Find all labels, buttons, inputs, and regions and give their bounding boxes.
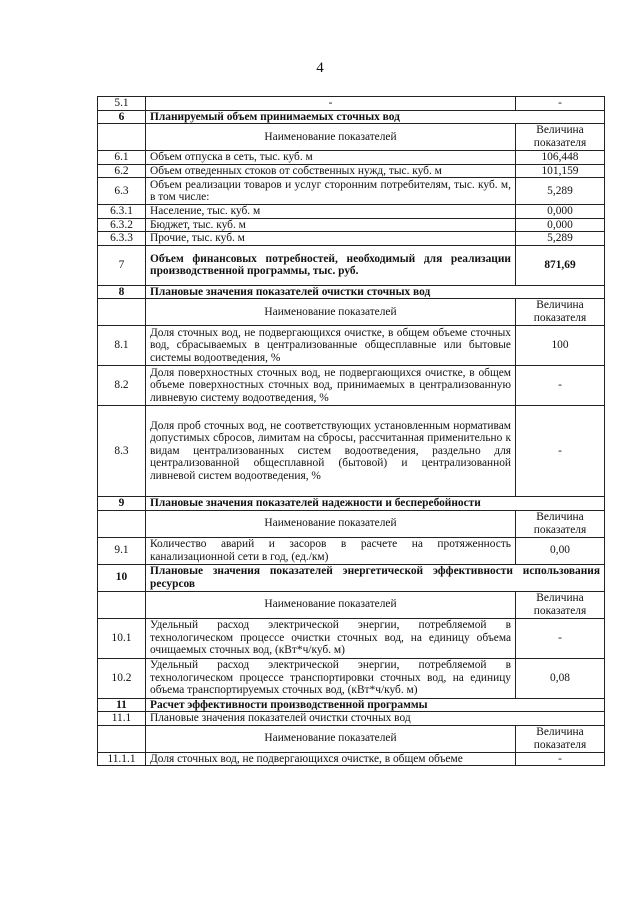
row-text: Удельный расход электрической энергии, потребляемой в технологическом процессе транспортировки сточных вод, на единицу объема транспортируемых сточных вод, (кВт*ч/куб. м) xyxy=(146,658,516,698)
table-row xyxy=(98,178,605,205)
header-value: Величина показателя xyxy=(516,299,605,326)
table-row xyxy=(98,218,605,232)
row-number: 8.1 xyxy=(98,326,146,366)
row-number: 6.3.2 xyxy=(98,218,146,232)
row-value: 101,159 xyxy=(516,164,605,178)
row-number: 5.1 xyxy=(98,97,146,111)
section-row xyxy=(98,564,605,591)
section-number: 10 xyxy=(98,564,146,591)
production-program-table xyxy=(97,96,605,766)
row-number: 8.2 xyxy=(98,366,146,406)
row-value: 0,000 xyxy=(516,218,605,232)
header-row xyxy=(98,591,605,618)
section-number: 9 xyxy=(98,497,146,511)
header-name: Наименование показателей xyxy=(146,725,516,752)
row-text: Доля сточных вод, не подвергающихся очистке, в общем объеме сточных вод, сбрасываемых в централизованные общесплавные или бытовые системы водоотведения, % xyxy=(146,326,516,366)
table-row xyxy=(98,752,605,766)
table-row xyxy=(98,537,605,564)
row-number: 11.1.1 xyxy=(98,752,146,766)
header-value: Величина показателя xyxy=(516,725,605,752)
row-text: Объем финансовых потребностей, необходимый для реализации производственной программы, тыс. руб. xyxy=(146,245,516,285)
row-text: Население, тыс. куб. м xyxy=(146,205,516,219)
table-row xyxy=(98,618,605,658)
row-value: 0,08 xyxy=(516,658,605,698)
header-value: Величина показателя xyxy=(516,591,605,618)
table-row xyxy=(98,205,605,219)
table-row xyxy=(98,151,605,165)
header-row xyxy=(98,725,605,752)
section-row xyxy=(98,698,605,712)
section-title: Плановые значения показателей надежности и бесперебойности xyxy=(146,497,605,511)
page-number: 4 xyxy=(316,60,324,76)
section-row xyxy=(98,285,605,299)
row-number: 8.3 xyxy=(98,406,146,497)
table-row xyxy=(98,366,605,406)
table-row xyxy=(98,245,605,285)
row-value: 0,000 xyxy=(516,205,605,219)
table-row xyxy=(98,326,605,366)
row-number: 7 xyxy=(98,245,146,285)
row-value: 5,289 xyxy=(516,178,605,205)
table-row xyxy=(98,164,605,178)
header-name: Наименование показателей xyxy=(146,299,516,326)
row-number: 10.1 xyxy=(98,618,146,658)
row-value: 0,00 xyxy=(516,537,605,564)
header-name: Наименование показателей xyxy=(146,510,516,537)
row-number: 6.1 xyxy=(98,151,146,165)
row-value: - xyxy=(516,366,605,406)
row-number: 10.2 xyxy=(98,658,146,698)
row-value: 100 xyxy=(516,326,605,366)
header-row xyxy=(98,510,605,537)
section-number: 11 xyxy=(98,698,146,712)
row-text: Доля сточных вод, не подвергающихся очистке, в общем объеме xyxy=(146,752,516,766)
row-value: - xyxy=(516,406,605,497)
section-number: 8 xyxy=(98,285,146,299)
section-number: 6 xyxy=(98,110,146,124)
table-row xyxy=(98,658,605,698)
section-row xyxy=(98,497,605,511)
row-text: Объем реализации товаров и услуг сторонним потребителям, тыс. куб. м, в том числе: xyxy=(146,178,516,205)
table-row xyxy=(98,406,605,497)
header-row xyxy=(98,124,605,151)
table-row xyxy=(98,232,605,246)
row-text: Объем отведенных стоков от собственных нужд, тыс. куб. м xyxy=(146,164,516,178)
section-title: Планируемый объем принимаемых сточных вод xyxy=(146,110,605,124)
section-title: Плановые значения показателей очистки сточных вод xyxy=(146,285,605,299)
subsection-title: Плановые значения показателей очистки сточных вод xyxy=(146,712,605,726)
row-value: 5,289 xyxy=(516,232,605,246)
row-number: 6.3 xyxy=(98,178,146,205)
header-name: Наименование показателей xyxy=(146,591,516,618)
row-text: Доля поверхностных сточных вод, не подвергающихся очистке, в общем объеме поверхностных сточных вод, принимаемых в централизованную ливневую систему водоотведения, % xyxy=(146,366,516,406)
row-text: Прочие, тыс. куб. м xyxy=(146,232,516,246)
row-number: 9.1 xyxy=(98,537,146,564)
header-name: Наименование показателей xyxy=(146,124,516,151)
row-value: - xyxy=(516,752,605,766)
subsection-row xyxy=(98,712,605,726)
section-title: Плановые значения показателей энергетической эффективности использования ресурсов xyxy=(146,564,605,591)
row-number: 6.3.1 xyxy=(98,205,146,219)
row-value: 106,448 xyxy=(516,151,605,165)
section-row xyxy=(98,110,605,124)
row-text: - xyxy=(146,97,516,111)
row-text: Объем отпуска в сеть, тыс. куб. м xyxy=(146,151,516,165)
section-title: Расчет эффективности производственной программы xyxy=(146,698,605,712)
row-text: Удельный расход электрической энергии, потребляемой в технологическом процессе очистки сточных вод, на единицу объема очищаемых сточных вод, (кВт*ч/куб. м) xyxy=(146,618,516,658)
table-row xyxy=(98,97,605,111)
row-text: Доля проб сточных вод, не соответствующих установленным нормативам допустимых сбросов, лимитам на сбросы, рассчитанная применительно к видам централизованных систем водоотведения, раздельно для централизованной общесплавной (бытовой) и централизованной ливневой систем водоотведения, % xyxy=(146,406,516,497)
row-value: - xyxy=(516,618,605,658)
row-number: 6.3.3 xyxy=(98,232,146,246)
subsection-number: 11.1 xyxy=(98,712,146,726)
row-number: 6.2 xyxy=(98,164,146,178)
row-value: - xyxy=(516,97,605,111)
header-value: Величина показателя xyxy=(516,510,605,537)
row-text: Количество аварий и засоров в расчете на протяженность канализационной сети в год, (ед./км) xyxy=(146,537,516,564)
header-value: Величина показателя xyxy=(516,124,605,151)
header-row xyxy=(98,299,605,326)
row-value: 871,69 xyxy=(516,245,605,285)
row-text: Бюджет, тыс. куб. м xyxy=(146,218,516,232)
